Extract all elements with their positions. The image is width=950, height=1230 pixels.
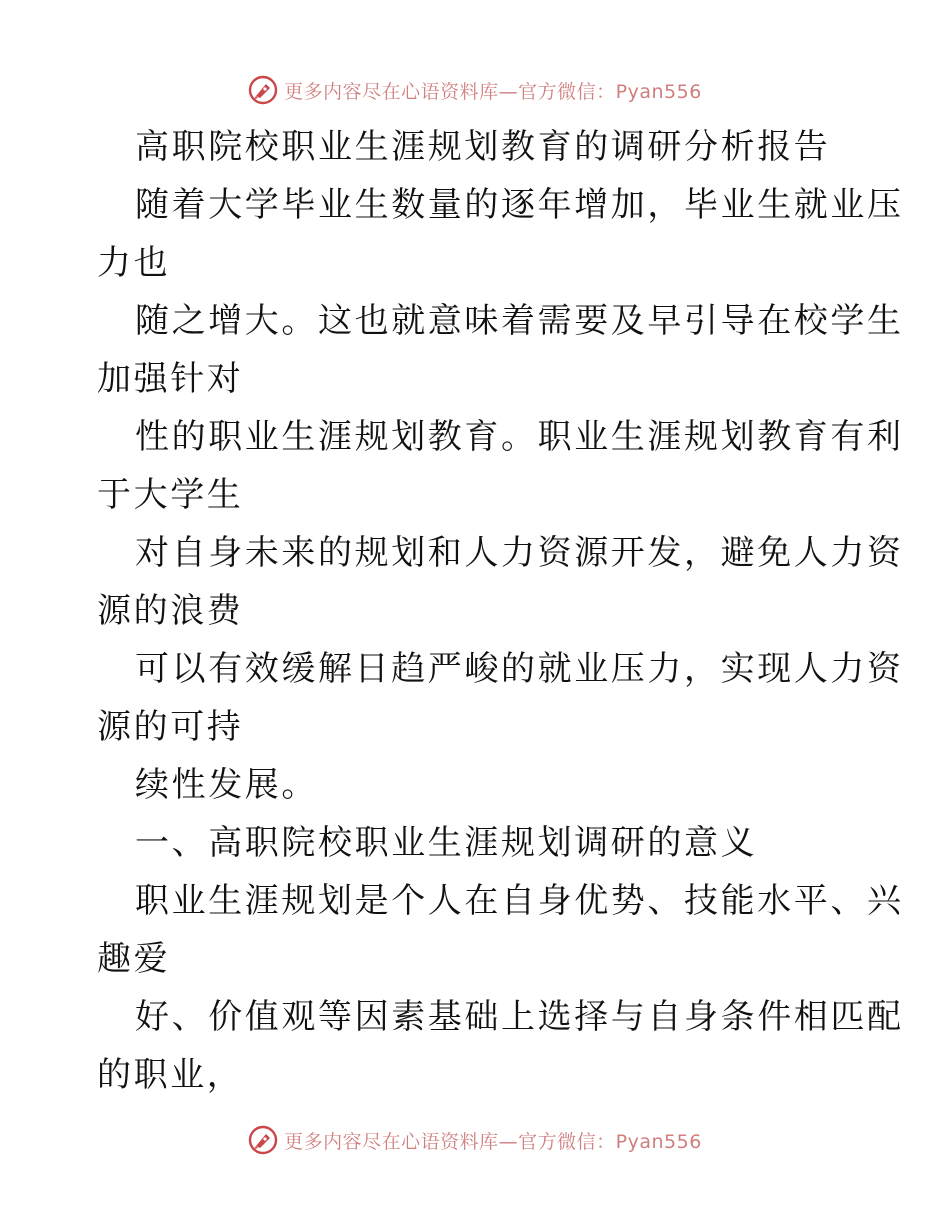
section-heading: 一、高职院校职业生涯规划调研的意义 <box>135 823 758 863</box>
text-line: 源的可持 <box>97 707 244 747</box>
text-line: 于大学生 <box>97 475 244 515</box>
text-line: 可以有效缓解日趋严峻的就业压力，实现人力资 <box>135 649 904 689</box>
document-title: 高职院校职业生涯规划教育的调研分析报告 <box>135 127 831 167</box>
pen-nib-logo-icon <box>248 1125 278 1155</box>
text-line: 力也 <box>97 243 171 283</box>
text-line: 源的浪费 <box>97 591 244 631</box>
text-line: 职业生涯规划是个人在自身优势、技能水平、兴 <box>135 881 904 921</box>
document-body <box>97 118 904 1104</box>
watermark-header <box>0 70 950 110</box>
text-line: 对自身未来的规划和人力资源开发，避免人力资 <box>135 533 904 573</box>
watermark-text: 更多内容尽在心语资料库—官方微信：Pyan556 <box>284 1130 702 1153</box>
text-line: 好、价值观等因素基础上选择与自身条件相匹配 <box>135 997 904 1037</box>
watermark-text: 更多内容尽在心语资料库—官方微信：Pyan556 <box>284 80 702 103</box>
text-line: 的职业， <box>97 1055 244 1095</box>
text-line: 续性发展。 <box>135 765 318 805</box>
text-line: 趣爱 <box>97 939 171 979</box>
pen-nib-logo-icon <box>248 75 278 105</box>
text-line: 性的职业生涯规划教育。职业生涯规划教育有利 <box>135 417 904 457</box>
watermark-footer <box>0 1120 950 1160</box>
text-line: 随之增大。这也就意味着需要及早引导在校学生 <box>135 301 904 341</box>
text-line: 加强针对 <box>97 359 244 399</box>
text-line: 随着大学毕业生数量的逐年增加，毕业生就业压 <box>135 185 904 225</box>
